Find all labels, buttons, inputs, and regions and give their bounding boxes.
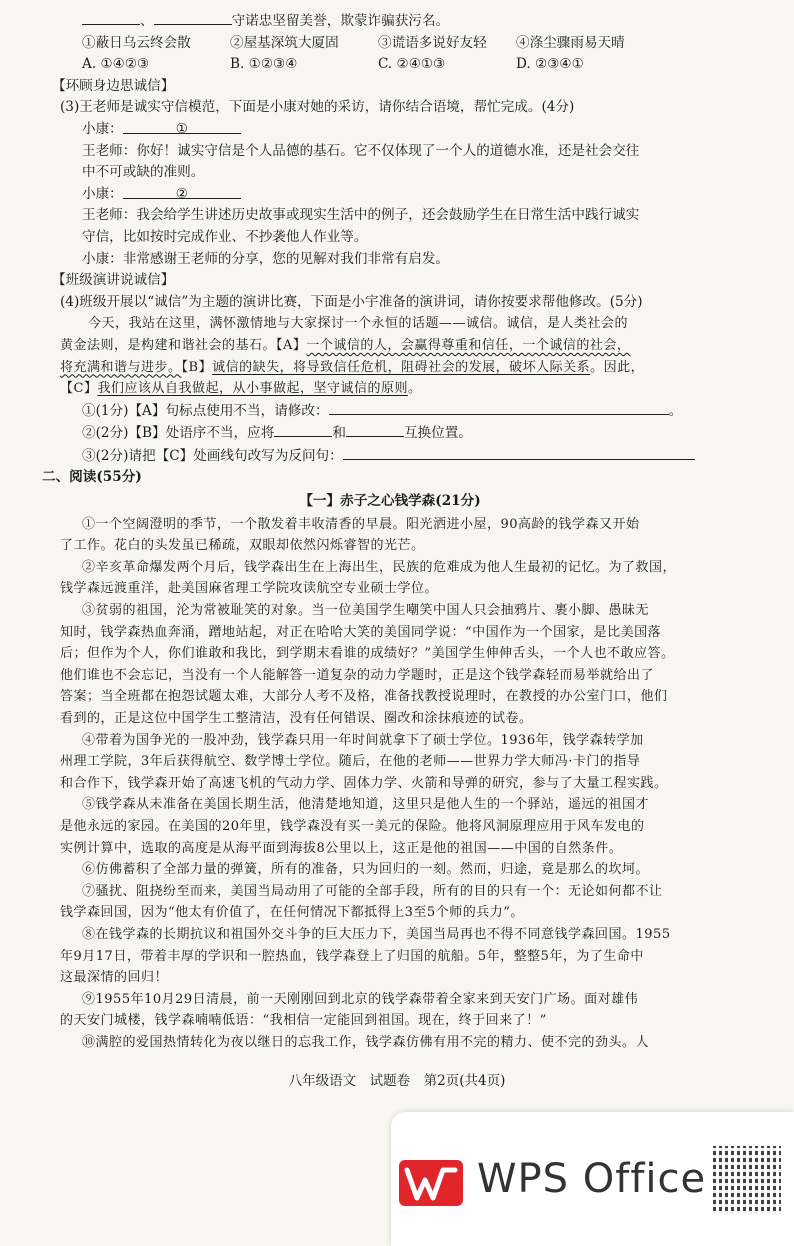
article-line: 是他永远的家园。在美国的20年里，钱学森没有买一美元的保险。他将风洞原理应用于风车发电的 bbox=[60, 818, 645, 834]
article-line: 钱学森远渡重洋，赴美国麻省理工学院攻读航空专业硕士学位。 bbox=[60, 581, 439, 597]
q4-sub1-blank[interactable] bbox=[329, 400, 669, 415]
proverb-option: ②屋基深筑大厦固 bbox=[230, 34, 339, 51]
speech-line-1: 今天，我站在这里，满怀激情地与大家探讨一个永恒的话题——诚信。诚信，是人类社会的 bbox=[88, 316, 629, 332]
article-line: ⑦骚扰、阻挠纷至而来，美国当局动用了可能的全部手段，所有的目的只有一个：无论如何都不让 bbox=[82, 883, 663, 899]
speech-sentence-b: 诚信的缺失，将导致信任危机，阻碍社会的发展，破坏人际关系 bbox=[212, 359, 591, 375]
proverb-line: 、 守诺忠坚留美誉，欺蒙诈骗获污名。 bbox=[60, 10, 720, 33]
proverb-text: 守诺忠坚留美誉，欺蒙诈骗获污名。 bbox=[231, 13, 450, 29]
article-line: 这最深情的回归！ bbox=[60, 970, 169, 986]
wps-watermark bbox=[391, 1112, 794, 1246]
article-line: 的天安门城楼，钱学森喃喃低语：“我相信一定能回到祖国。现在，终于回来了！” bbox=[60, 1013, 547, 1029]
tag-c: 【C】 bbox=[60, 381, 98, 397]
speech-sentence-c: 我们应该从自我做起，从小事做起，坚守诚信的原则 bbox=[97, 381, 408, 397]
reading-section-title: 二、阅读(55分) bbox=[42, 469, 142, 486]
proverb-option: ④涤尘骤雨易天晴 bbox=[516, 34, 625, 51]
speech-line-3: 将充满和谐与进步。【B】诚信的缺失，将导致信任危机，阻碍社会的发展，破坏人际关系。因此， bbox=[60, 359, 645, 375]
article-line: 州理工学院，3年后获得航空、数学博士学位。随后，在他的老师——世界力学大师冯·卡门的指导 bbox=[60, 754, 641, 770]
speech-line-4: 【C】我们应该从自我做起，从小事做起，坚守诚信的原则。 bbox=[60, 381, 422, 397]
q3-kang-3: 小康：非常感谢王老师的分享，您的见解对我们非常有启发。 bbox=[82, 250, 450, 267]
choice-c[interactable]: C. ②④①③ bbox=[378, 56, 446, 73]
q4-sub-2: ②(2分)【B】处语序不当，应将 和 互换位置。 bbox=[60, 422, 720, 445]
article-line: ⑥仿佛蓄积了全部力量的弹簧，所有的准备，只为回归的一刻。然而，归途，竟是那么的坎坷。 bbox=[82, 862, 650, 878]
q3-kang-2: 小康： ② bbox=[60, 184, 720, 206]
article-line: ④带着为国争光的一股冲劲，钱学森只用一年时间就拿下了硕士学位。1936年，钱学森转学加 bbox=[82, 732, 644, 748]
page-footer: 八年级语文 试题卷 第2页(共4页) bbox=[288, 1073, 506, 1089]
article-line: ②辛亥革命爆发两个月后，钱学森出生在上海出生，民族的危难成为他人生最初的记忆。为了救国， bbox=[82, 559, 677, 575]
q3-answer-blank-1[interactable]: ① bbox=[123, 119, 241, 134]
wps-logo-icon bbox=[399, 1158, 463, 1208]
proverb-options bbox=[60, 33, 720, 55]
article-line: 实例计算中，选取的高度是从海平面到海拔8公里以上，这正是他的祖国——中国的自然条件。 bbox=[60, 840, 623, 856]
tag-a: 【A】 bbox=[276, 337, 307, 353]
q4-prompt: (4)班级开展以“诚信”为主题的演讲比赛，下面是小宇准备的演讲词，请你按要求帮他修改。(5分) bbox=[60, 293, 643, 310]
article-title: 【一】赤子之心钱学森(21分) bbox=[299, 493, 481, 510]
article-line: ⑨1955年10月29日清晨，前一天刚刚回到北京的钱学森带着全家来到天安门广场。面对雄伟 bbox=[82, 991, 639, 1007]
article-line: 知时，钱学森热血奔涌，蹭地站起，对正在哈哈大笑的美国同学说：“中国作为一个国家，是比美国落 bbox=[60, 624, 662, 640]
q4-sub3-blank[interactable] bbox=[343, 445, 695, 460]
article-line: 和合作下，钱学森开始了高速飞机的气动力学、固体力学、火箭和导弹的研究，参与了大量工程实践。 bbox=[60, 775, 668, 791]
tag-b: 【B】 bbox=[181, 359, 213, 375]
proverb-blank-2[interactable] bbox=[154, 10, 232, 25]
article-line: 看到的，正是这位中国学生工整清洁，没有任何错误、圈改和涂抹痕迹的试卷。 bbox=[60, 711, 533, 726]
choice-b[interactable]: B. ①②③④ bbox=[230, 56, 298, 73]
q4-sub-3: ③(2分)请把【C】处画线句改写为反问句： bbox=[60, 445, 720, 468]
article-line: 了工作。花白的头发虽已稀疏，双眼却依然闪烁睿智的光芒。 bbox=[60, 538, 425, 554]
choice-d[interactable]: D. ②③④① bbox=[516, 56, 584, 73]
choice-a[interactable]: A. ①④②③ bbox=[82, 56, 150, 73]
article-line: ⑤钱学森从未准备在美国长期生活，他清楚地知道，这里只是他人生的一个驿站，遥远的祖国才 bbox=[82, 797, 650, 813]
choice-row bbox=[60, 54, 720, 76]
q4-heading: 【班级演讲说诚信】 bbox=[52, 272, 175, 289]
speech-sentence-a: 一个诚信的人，会赢得尊重和信任，一个诚信的社会， bbox=[306, 337, 631, 353]
q4-sub2-blank-1[interactable] bbox=[274, 422, 332, 437]
article-line: ③贫弱的祖国，沦为常被耻笑的对象。当一位美国学生嘲笑中国人只会抽鸦片、裹小脚、愚昧无 bbox=[82, 603, 650, 619]
article-line: 他们谁也不会忘记，当没有一个人能解答一道复杂的动力学题时，正是这个钱学森轻而易举就给出了 bbox=[60, 667, 655, 683]
speech-line-2: 黄金法则，是构建和谐社会的基石。【A】一个诚信的人，会赢得尊重和信任，一个诚信的社会， bbox=[60, 337, 631, 353]
article-line: 答案；当全班都在抱怨试题太难，大部分人考不及格，准备找教授说理时，在教授的办公室门口，他们 bbox=[60, 689, 668, 705]
q3-kang-1: 小康： ① bbox=[60, 119, 720, 141]
proverb-option: ①蔽日乌云终会散 bbox=[82, 34, 191, 51]
article-body bbox=[60, 514, 720, 1054]
article-line: ⑩满腔的爱国热情转化为夜以继日的忘我工作，钱学森仿佛有用不完的精力、使不完的劲头。人 bbox=[82, 1034, 650, 1050]
q3-teacher-1b: 中不可或缺的准则。 bbox=[82, 164, 205, 181]
article-line: 年9月17日，带着丰厚的学识和一腔热血，钱学森登上了归国的航船。5年，整整5年，为了生命中 bbox=[60, 948, 644, 964]
article-line: 钱学森回国，因为“他太有价值了，在任何情况下都抵得上3至5个师的兵力”。 bbox=[60, 905, 524, 921]
proverb-option: ③谎语多说好友轻 bbox=[378, 34, 487, 51]
q3-heading: 【环顾身边思诚信】 bbox=[52, 77, 175, 94]
q3-answer-blank-2[interactable]: ② bbox=[123, 184, 241, 199]
article-line: 后；但作为个人，你们谁敢和我比，到学期末看谁的成绩好？”美国学生伸伸舌头，一个人也不敢应答。 bbox=[60, 646, 675, 662]
proverb-blank-1[interactable] bbox=[82, 10, 140, 25]
page-content bbox=[42, 10, 720, 1054]
q3-teacher-1a: 王老师：你好！诚实守信是个人品德的基石。它不仅体现了一个人的道德水准，还是社会交往 bbox=[82, 142, 640, 159]
q4-sub2-blank-2[interactable] bbox=[346, 422, 404, 437]
q3-teacher-2b: 守信，比如按时完成作业、不抄袭他人作业等。 bbox=[82, 228, 368, 245]
q4-sub-1: ①(1分)【A】句标点使用不当，请修改： 。 bbox=[60, 400, 720, 423]
q3-prompt: (3)王老师是诚实守信模范，下面是小康对她的采访，请你结合语境，帮忙完成。(4分) bbox=[60, 99, 575, 116]
article-line: ⑧在钱学森的长期抗议和祖国外交斗争的巨大压力下，美国当局再也不得不同意钱学森回国。1955 bbox=[82, 926, 671, 942]
q3-teacher-2a: 王老师：我会给学生讲述历史故事或现实生活中的例子，还会鼓励学生在日常生活中践行诚实 bbox=[82, 207, 640, 224]
qr-code-icon bbox=[713, 1146, 781, 1214]
article-line: ①一个空阔澄明的季节，一个散发着丰收清香的早晨。阳光洒进小屋，90高龄的钱学森又开始 bbox=[82, 516, 640, 532]
wps-brand-text: WPS Office bbox=[477, 1156, 707, 1202]
